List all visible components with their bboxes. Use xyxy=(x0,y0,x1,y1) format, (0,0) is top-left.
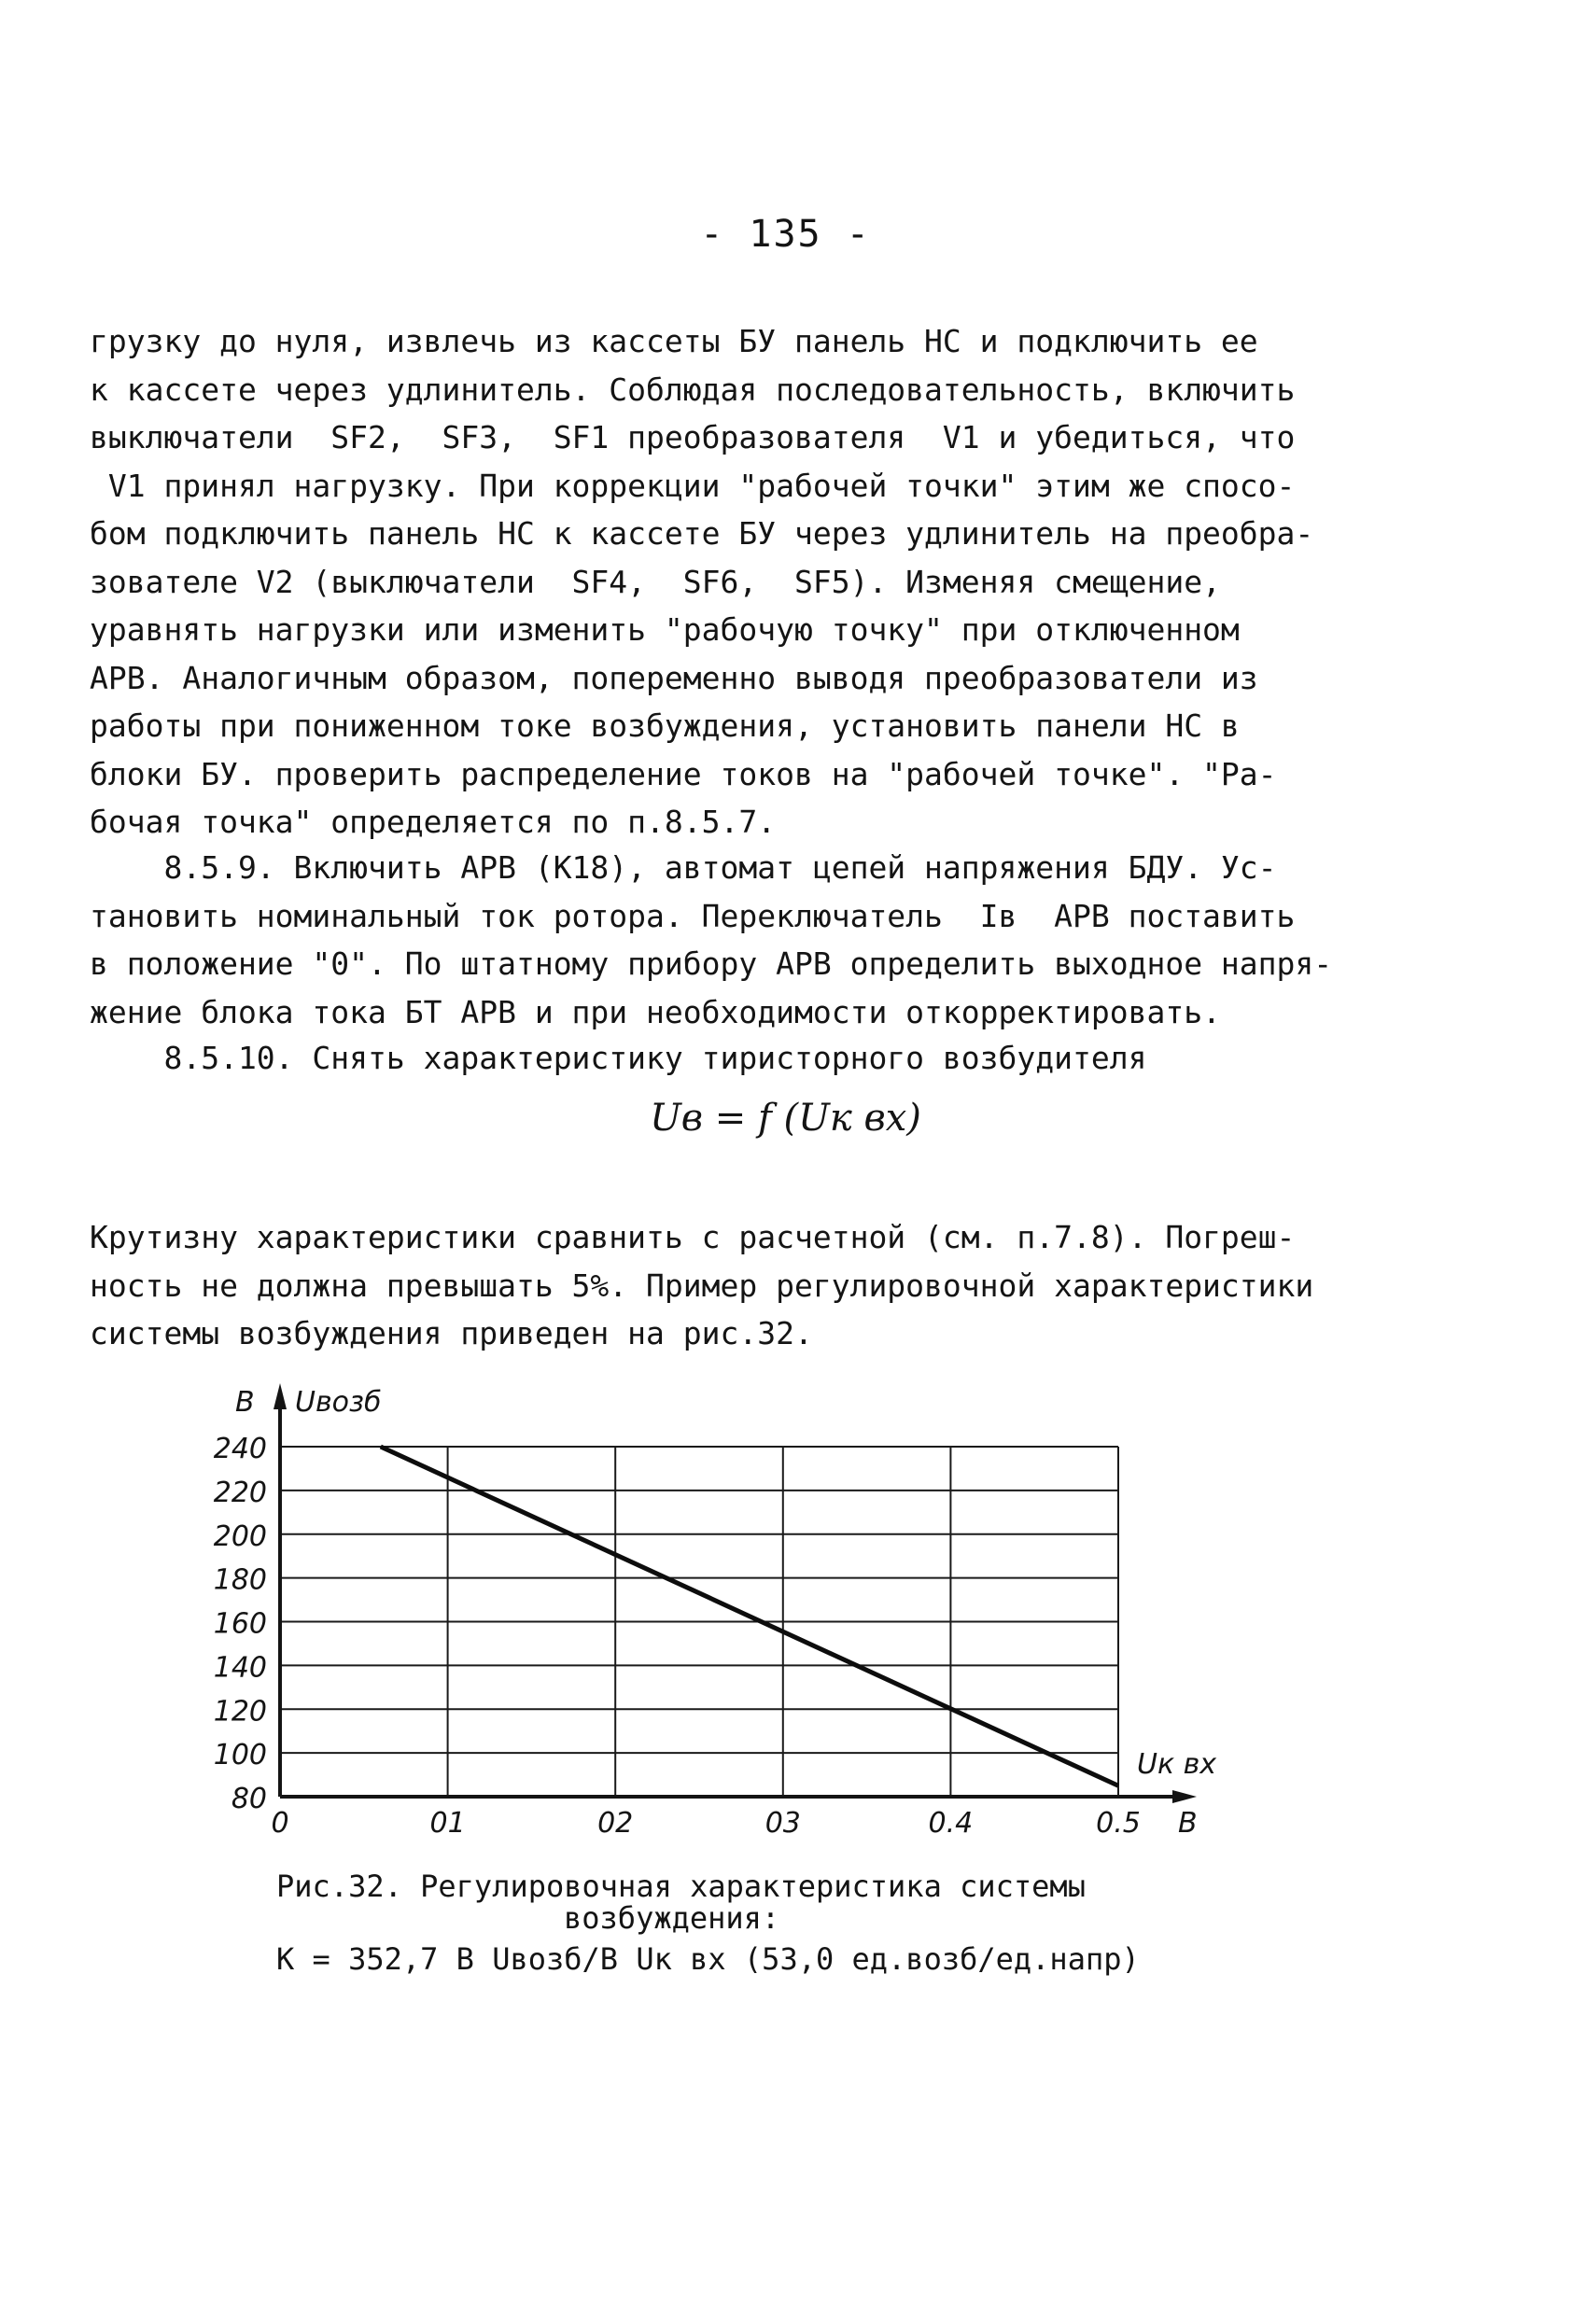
x-tick-label: 01 xyxy=(429,1807,466,1840)
x-tick-label: 0.4 xyxy=(928,1807,974,1840)
paragraph-steepness xyxy=(90,1213,1359,1358)
y-tick-label: 180 xyxy=(213,1563,267,1597)
text-line: зователе V2 (выключатели SF4, SF6, SF5). Изменяя смещение, xyxy=(90,563,1221,600)
formula: Uв = f (Uк вх) xyxy=(650,1097,921,1140)
x-unit-label: В xyxy=(1178,1807,1198,1840)
text-line: V1 принял нагрузку. При коррекции "рабочей точки" этим же спосо- xyxy=(90,467,1296,504)
text-line: жение блока тока БТ АРВ и при необходимости откорректировать. xyxy=(90,993,1221,1030)
paragraph-8-5-10 xyxy=(90,1034,1359,1083)
y-tick-label: 160 xyxy=(213,1607,267,1641)
figure-caption-title: Рис.32. Регулировочная характеристика системы xyxy=(276,1869,1086,1904)
x-tick-label: 03 xyxy=(764,1807,801,1840)
y-tick-label: 140 xyxy=(213,1651,267,1685)
regulation-characteristic-chart xyxy=(0,1372,1571,1857)
text-line: работы при пониженном токе возбуждения, установить панели НС в xyxy=(90,707,1240,744)
y-axis-label: Uвозб xyxy=(295,1386,382,1419)
x-tick-label: 0.5 xyxy=(1096,1807,1141,1840)
y-axis-arrow xyxy=(274,1383,287,1409)
x-axis-arrow xyxy=(1172,1790,1197,1803)
text-line: уравнять нагрузки или изменить "рабочую точку" при отключенном xyxy=(90,611,1240,648)
y-tick-label: 100 xyxy=(213,1739,267,1772)
y-tick-label: 220 xyxy=(213,1476,267,1509)
text-line: 8.5.9. Включить АРВ (К18), автомат цепей напряжения БДУ. Ус- xyxy=(90,849,1277,886)
text-line: Крутизну характеристики сравнить с расчетной (см. п.7.8). Погреш- xyxy=(90,1219,1296,1255)
y-unit-label: В xyxy=(235,1386,255,1419)
text-line: ность не должна превышать 5%. Пример регулировочной характеристики xyxy=(90,1267,1314,1304)
text-line: бочая точка" определяется по п.8.5.7. xyxy=(90,804,777,840)
paragraph-8-5-9 xyxy=(90,844,1359,1036)
text-line: в положение "0". По штатному прибору АРВ определить выходное напря- xyxy=(90,945,1333,982)
x-tick-label: 0 xyxy=(271,1807,289,1840)
text-line: тановить номинальный ток ротора. Переключатель Iв АРВ поставить xyxy=(90,897,1296,934)
text-line: к кассете через удлинитель. Соблюдая последовательность, включить xyxy=(90,371,1296,408)
x-tick-label: 02 xyxy=(597,1807,634,1840)
text-line: грузку до нуля, извлечь из кассеты БУ панель НС и подключить ее xyxy=(90,323,1258,359)
paragraph-continuation xyxy=(90,317,1359,847)
y-tick-label: 240 xyxy=(213,1433,267,1465)
page-number: - 135 - xyxy=(700,213,871,256)
figure-caption-coefficient: К = 352,7 В Uвозб/В Uк вх (53,0 ед.возб/ед.напр) xyxy=(276,1941,1140,1977)
x-axis-label: Uк вх xyxy=(1137,1748,1217,1781)
figure-caption-subtitle: возбуждения: xyxy=(564,1900,780,1936)
text-line: 8.5.10. Снять характеристику тиристорного возбудителя xyxy=(90,1040,1147,1076)
y-tick-label: 200 xyxy=(213,1519,267,1553)
y-tick-label: 80 xyxy=(231,1783,267,1815)
text-line: АРВ. Аналогичным образом, попеременно выводя преобразователи из xyxy=(90,659,1258,696)
text-line: выключатели SF2, SF3, SF1 преобразователя V1 и убедиться, что xyxy=(90,419,1296,455)
text-line: бом подключить панель НС к кассете БУ через удлинитель на преобра- xyxy=(90,515,1314,552)
text-line: системы возбуждения приведен на рис.32. xyxy=(90,1315,813,1351)
text-line: блоки БУ. проверить распределение токов на "рабочей точке". "Ра- xyxy=(90,755,1277,792)
y-tick-label: 120 xyxy=(213,1695,267,1729)
characteristic-line xyxy=(381,1447,1118,1785)
